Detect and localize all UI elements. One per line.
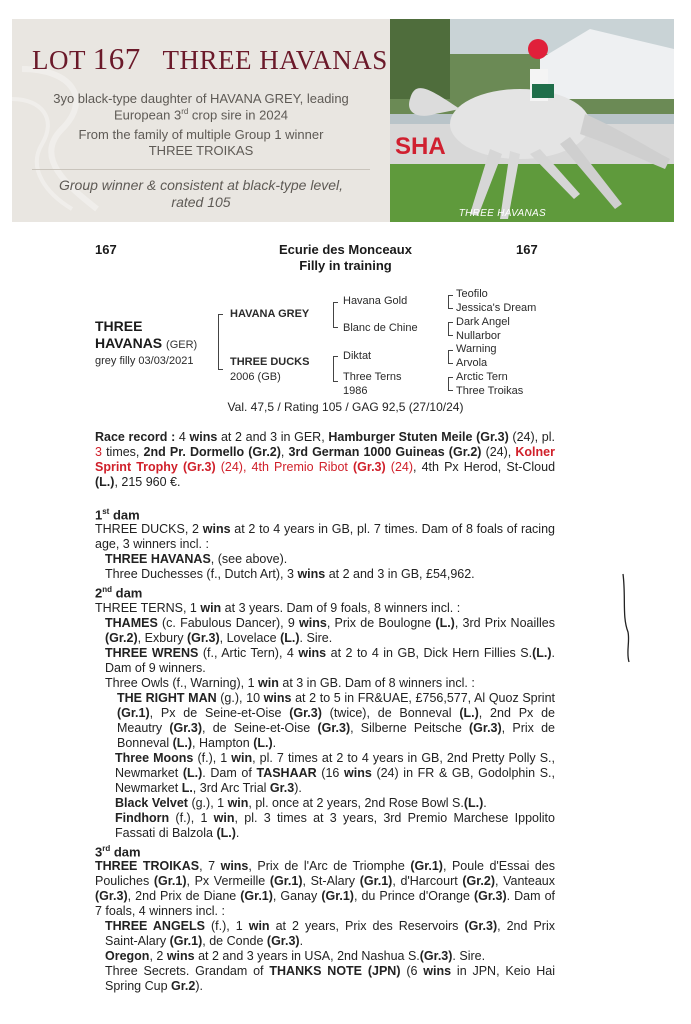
header-text-panel — [12, 19, 390, 222]
header-line-3: From the family of multiple Group 1 winner — [78, 127, 324, 142]
ggs-2: Jessica's Dream — [456, 302, 537, 314]
first-dam-produce-1: THREE HAVANAS, (see above). — [105, 552, 288, 567]
horse-name: THREE HAVANAS — [162, 45, 388, 75]
ggs-8: Three Troikas — [456, 385, 524, 397]
grandsire-1: Havana Gold — [343, 295, 408, 307]
grandsire-4: Three Terns — [343, 371, 402, 383]
header-line-5: Group winner & consistent at black-type level, — [58, 177, 344, 193]
header-line-2: European 3rd crop sire in 2024 — [113, 107, 289, 123]
second-dam-produce-1: THAMES (c. Fabulous Dancer), 9 wins, Prix de Boulogne (L.), 3rd Prix Noailles (Gr.2), Exbury (Gr.3), Lovelace (L.). Sire. — [105, 615, 556, 645]
lot-number-left: 167 — [95, 242, 117, 257]
third-gen-2: Three Moons (f.), 1 win, pl. 7 times at 2 to 4 years in GB, 2nd Pretty Polly S., Newmarket (L.). Dam of TASHAAR (16 wins (24) in FR & GB, Godolphin S., Newmarket L., 3rd Arc Trial Gr.3). — [115, 750, 556, 795]
pedigree-name-line2: HAVANAS (GER) — [95, 335, 198, 351]
first-dam-text: THREE DUCKS, 2 wins at 2 to 4 years in GB, pl. 7 times. Dam of 8 foals of racing age, 3 winners incl. : — [95, 522, 555, 552]
third-dam-heading: 3rd dam — [95, 843, 141, 859]
consignor: Ecurie des Monceaux — [279, 242, 412, 257]
lot-number: 167 — [92, 41, 141, 76]
bracket-sire — [333, 302, 334, 328]
ggs-4: Nullarbor — [456, 330, 501, 342]
ggs-7: Arctic Tern — [456, 371, 508, 383]
category: Filly in training — [299, 258, 392, 273]
ggs-1: Teofilo — [456, 288, 488, 300]
header-line-1: 3yo black-type daughter of HAVANA GREY, leading — [53, 91, 349, 106]
dam: THREE DUCKS — [230, 356, 310, 368]
photo-caption: THREE HAVANAS — [458, 208, 546, 219]
horse-racing-photo — [390, 19, 674, 222]
second-dam-produce-2: THREE WRENS (f., Artic Tern), 4 wins at 2 to 4 in GB, Dick Hern Fillies S.(L.). Dam of 9 winners. — [105, 645, 555, 675]
ggs-5: Warning — [456, 343, 497, 355]
ratings-line: Val. 47,5 / Rating 105 / GAG 92,5 (27/10/24) — [227, 400, 464, 414]
bracket-ggs-1 — [448, 295, 449, 309]
pedigree-details: grey filly 03/03/2021 — [95, 355, 194, 367]
pedigree-name-line1: THREE — [95, 318, 143, 334]
bracket-ggs-3 — [448, 350, 449, 364]
lot-title — [32, 41, 388, 77]
bracket-parents — [218, 314, 219, 370]
second-dam-heading: 2nd dam — [95, 585, 143, 601]
first-dam-heading: 1st dam — [95, 507, 140, 523]
bracket-ggs-2 — [448, 322, 449, 336]
header-line-4: THREE TROIKAS — [148, 143, 254, 158]
race-record: Race record : 4 wins at 2 and 3 in GER, Hamburger Stuten Meile (Gr.3) (24), pl. 3 times, 2nd Pr. Dormello (Gr.2), 3rd German 1000 Guineas (Gr.2) (24), Kolner Sprint Trophy (Gr.3) (24), 4th Premio Ribot (Gr.3) (24), 4th Px Herod, St-Cloud (L.), 215 960 €. — [95, 430, 556, 489]
racing-photo-image — [390, 19, 674, 222]
third-gen-1: THE RIGHT MAN (g.), 10 wins at 2 to 5 in FR&UAE, £756,577, Al Quoz Sprint (Gr.1), Px de Seine-et-Oise (Gr.3) (twice), de Bonneval (L.), 2nd Px de Meautry (Gr.3), de Seine-et-Oise (Gr.3), Silberne Peitsche (Gr.3), Prix de Bonneval (L.), Hampton (L.). — [117, 690, 555, 750]
second-dam-text: THREE TERNS, 1 win at 3 years. Dam of 9 foals, 8 winners incl. : — [95, 600, 461, 615]
header-line-6: rated 105 — [171, 194, 231, 210]
third-gen-3: Black Velvet (g.), 1 win, pl. once at 2 years, 2nd Rose Bowl S.(L.). — [115, 795, 487, 810]
third-dam-produce-1: THREE ANGELS (f.), 1 win at 2 years, Prix des Reservoirs (Gr.3), 2nd Prix Saint-Alary (Gr.1), de Conde (Gr.3). — [105, 918, 555, 948]
first-dam-produce-2: Three Duchesses (f., Dutch Art), 3 wins at 2 and 3 in GB, £54,962. — [105, 567, 475, 582]
pen-annotation-mark — [620, 572, 632, 664]
dam-year: 2006 (GB) — [230, 371, 281, 383]
ggs-6: Arvola — [456, 357, 488, 369]
third-dam-text: THREE TROIKAS, 7 wins, Prix de l'Arc de Triomphe (Gr.1), Poule d'Essai des Pouliches (Gr.1), Px Vermeille (Gr.1), St-Alary (Gr.1), d'Harcourt (Gr.2), Vanteaux (Gr.3), 2nd Prix de Diane (Gr.1), Ganay (Gr.1), du Prince d'Orange (Gr.3). Dam of 7 foals, 4 winners incl. : — [95, 858, 556, 918]
lot-header — [12, 19, 674, 222]
ggs-3: Dark Angel — [456, 316, 510, 328]
catalogue-body — [95, 430, 555, 994]
bracket-dam — [333, 356, 334, 382]
third-gen-4: Findhorn (f.), 1 win, pl. 3 times at 3 years, 3rd Premio Marchese Ippolito Fassati di Balzola (L.). — [115, 810, 555, 840]
header-divider — [32, 169, 370, 170]
bracket-ggs-4 — [448, 377, 449, 391]
second-dam-produce-3: Three Owls (f., Warning), 1 win at 3 in GB. Dam of 8 winners incl. : — [105, 675, 475, 690]
svg-text:SHA: SHA — [395, 133, 446, 160]
third-dam-produce-3: Three Secrets. Grandam of THANKS NOTE (JPN) (6 wins in JPN, Keio Hai Spring Cup Gr.2). — [105, 963, 555, 993]
sire: HAVANA GREY — [230, 308, 310, 320]
lot-number-right: 167 — [516, 242, 538, 257]
grandsire-4-year: 1986 — [343, 385, 368, 397]
lot-word: LOT — [32, 45, 86, 75]
third-dam-produce-2: Oregon, 2 wins at 2 and 3 years in USA, 2nd Nashua S.(Gr.3). Sire. — [105, 948, 486, 963]
grandsire-3: Diktat — [343, 350, 372, 362]
grandsire-2: Blanc de Chine — [343, 322, 418, 334]
